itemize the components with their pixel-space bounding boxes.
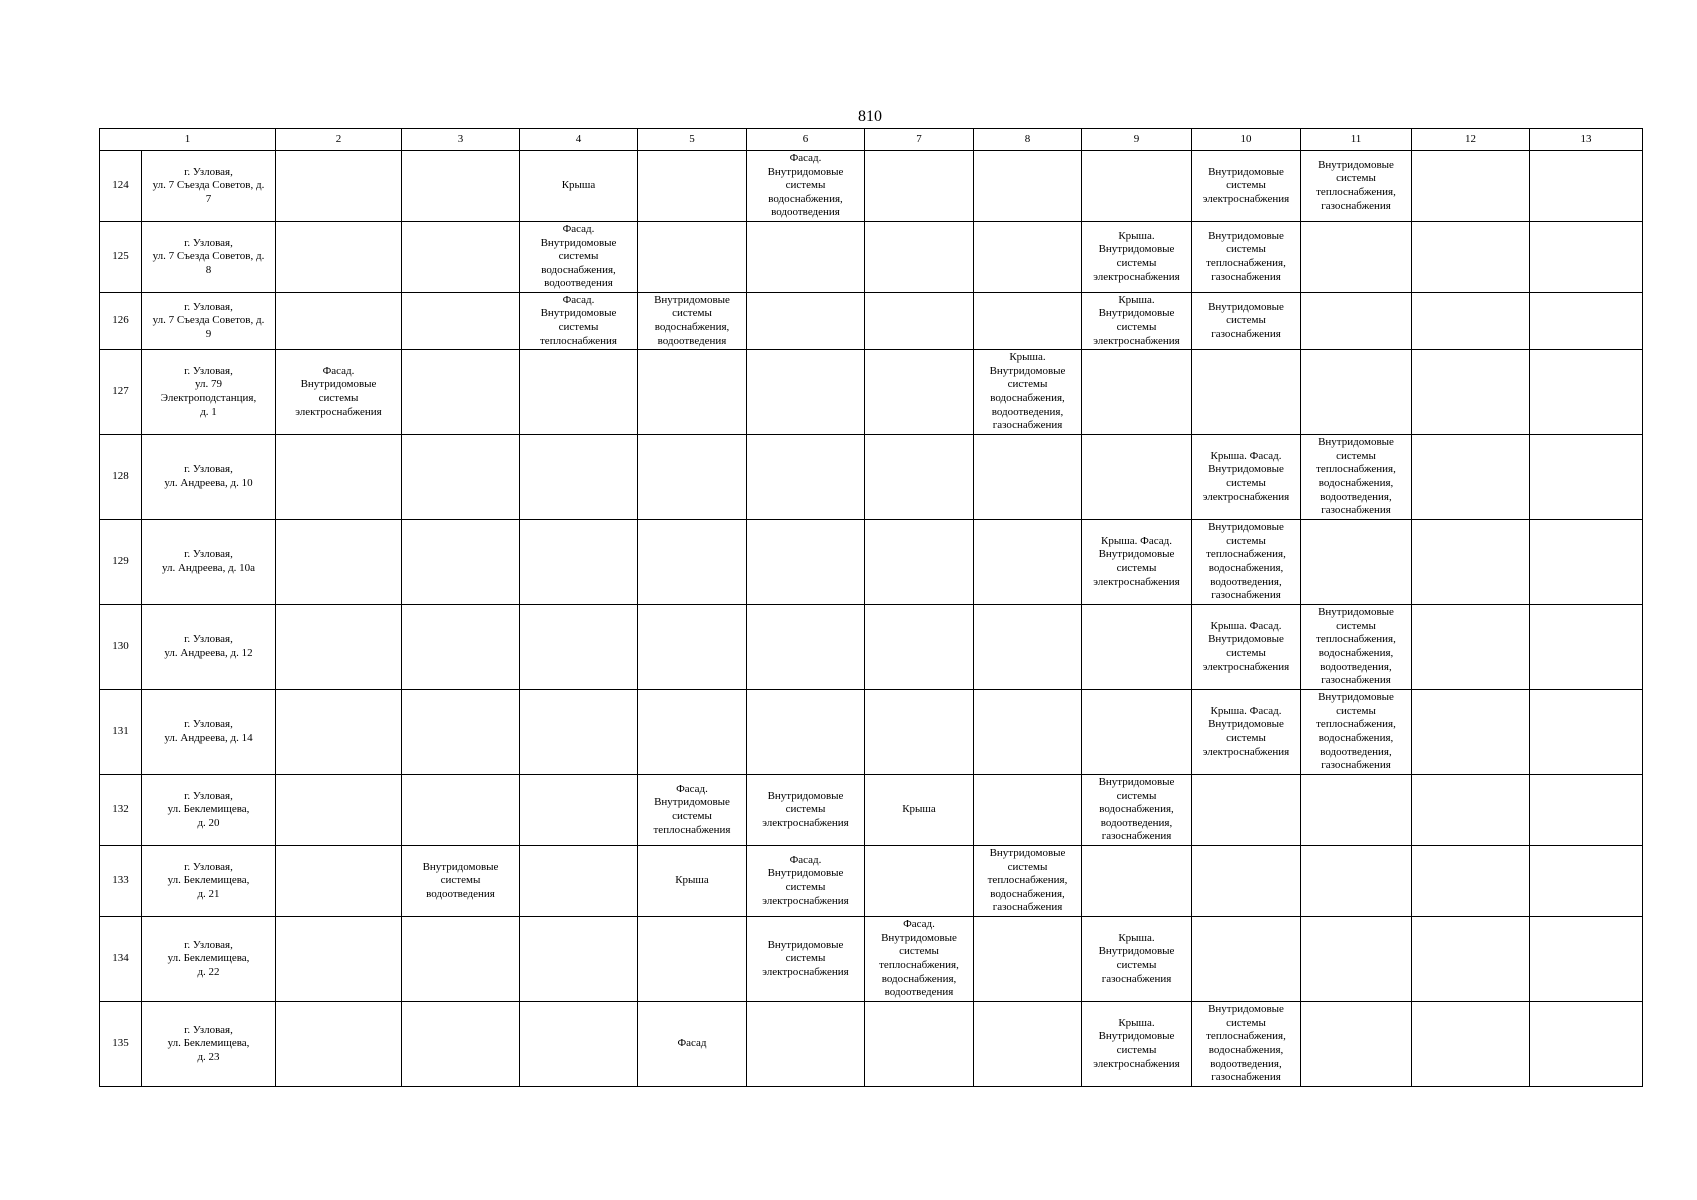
column-number-cell: 13 bbox=[1530, 129, 1643, 151]
work-type-cell bbox=[747, 222, 865, 293]
work-type-cell: Фасад bbox=[638, 1002, 747, 1087]
work-type-cell bbox=[1530, 775, 1643, 846]
work-type-cell bbox=[974, 690, 1082, 775]
work-type-cell bbox=[1301, 775, 1412, 846]
work-type-cell bbox=[865, 293, 974, 350]
column-number-cell: 7 bbox=[865, 129, 974, 151]
work-type-cell bbox=[520, 605, 638, 690]
work-type-cell bbox=[1530, 1002, 1643, 1087]
work-type-cell bbox=[638, 350, 747, 435]
work-type-cell: Фасад. Внутридомовые системы водоснабжения, водоотведения bbox=[520, 222, 638, 293]
work-type-cell: Внутридомовые системы теплоснабжения, газоснабжения bbox=[1301, 151, 1412, 222]
repair-schedule-table bbox=[99, 128, 1643, 1087]
column-number-cell: 3 bbox=[402, 129, 520, 151]
work-type-cell bbox=[974, 222, 1082, 293]
row-number-cell: 132 bbox=[100, 775, 142, 846]
work-type-cell bbox=[1082, 690, 1192, 775]
work-type-cell bbox=[638, 917, 747, 1002]
row-number-cell: 126 bbox=[100, 293, 142, 350]
address-cell: г. Узловая, ул. Андреева, д. 10а bbox=[142, 520, 276, 605]
table-row bbox=[100, 151, 1643, 222]
work-type-cell bbox=[1412, 350, 1530, 435]
work-type-cell bbox=[1530, 846, 1643, 917]
work-type-cell bbox=[747, 605, 865, 690]
table-row bbox=[100, 435, 1643, 520]
work-type-cell bbox=[638, 690, 747, 775]
column-number-header-row bbox=[100, 129, 1643, 151]
work-type-cell bbox=[865, 435, 974, 520]
work-type-cell bbox=[1082, 350, 1192, 435]
address-cell: г. Узловая, ул. 7 Съезда Советов, д. 7 bbox=[142, 151, 276, 222]
row-number-cell: 129 bbox=[100, 520, 142, 605]
address-cell: г. Узловая, ул. 7 Съезда Советов, д. 9 bbox=[142, 293, 276, 350]
work-type-cell: Внутридомовые системы теплоснабжения, водоснабжения, водоотведения, газоснабжения bbox=[1192, 1002, 1301, 1087]
work-type-cell bbox=[638, 151, 747, 222]
work-type-cell: Крыша. Внутридомовые системы электроснабжения bbox=[1082, 293, 1192, 350]
work-type-cell bbox=[402, 690, 520, 775]
work-type-cell bbox=[638, 520, 747, 605]
work-type-cell: Крыша. Внутридомовые системы газоснабжения bbox=[1082, 917, 1192, 1002]
work-type-cell: Фасад. Внутридомовые системы электроснабжения bbox=[747, 846, 865, 917]
work-type-cell bbox=[276, 917, 402, 1002]
work-type-cell: Фасад. Внутридомовые системы теплоснабжения bbox=[638, 775, 747, 846]
work-type-cell: Фасад. Внутридомовые системы теплоснабжения, водоснабжения, водоотведения bbox=[865, 917, 974, 1002]
work-type-cell: Внутридомовые системы теплоснабжения, водоснабжения, водоотведения, газоснабжения bbox=[1301, 690, 1412, 775]
work-type-cell bbox=[1530, 151, 1643, 222]
work-type-cell bbox=[276, 690, 402, 775]
work-type-cell bbox=[1412, 605, 1530, 690]
work-type-cell bbox=[747, 293, 865, 350]
table-row bbox=[100, 520, 1643, 605]
row-number-cell: 131 bbox=[100, 690, 142, 775]
work-type-cell bbox=[638, 605, 747, 690]
work-type-cell bbox=[974, 293, 1082, 350]
row-number-cell: 130 bbox=[100, 605, 142, 690]
work-type-cell: Крыша. Внутридомовые системы водоснабжения, водоотведения, газоснабжения bbox=[974, 350, 1082, 435]
column-number-cell: 6 bbox=[747, 129, 865, 151]
table-row bbox=[100, 605, 1643, 690]
work-type-cell bbox=[276, 520, 402, 605]
address-cell: г. Узловая, ул. Беклемищева, д. 23 bbox=[142, 1002, 276, 1087]
work-type-cell bbox=[402, 605, 520, 690]
work-type-cell bbox=[747, 435, 865, 520]
work-type-cell: Внутридомовые системы водоотведения bbox=[402, 846, 520, 917]
work-type-cell bbox=[1192, 350, 1301, 435]
work-type-cell bbox=[1530, 605, 1643, 690]
work-type-cell bbox=[974, 520, 1082, 605]
work-type-cell: Крыша. Фасад. Внутридомовые системы электроснабжения bbox=[1192, 605, 1301, 690]
table-row bbox=[100, 222, 1643, 293]
column-number-cell: 5 bbox=[638, 129, 747, 151]
work-type-cell bbox=[865, 350, 974, 435]
work-type-cell bbox=[747, 520, 865, 605]
table-row bbox=[100, 350, 1643, 435]
work-type-cell bbox=[747, 690, 865, 775]
address-cell: г. Узловая, ул. Беклемищева, д. 21 bbox=[142, 846, 276, 917]
column-number-cell: 12 bbox=[1412, 129, 1530, 151]
table-row bbox=[100, 690, 1643, 775]
work-type-cell: Внутридомовые системы газоснабжения bbox=[1192, 293, 1301, 350]
work-type-cell bbox=[865, 605, 974, 690]
work-type-cell bbox=[1530, 917, 1643, 1002]
work-type-cell bbox=[402, 222, 520, 293]
work-type-cell: Внутридомовые системы теплоснабжения, водоснабжения, водоотведения, газоснабжения bbox=[1192, 520, 1301, 605]
work-type-cell bbox=[1530, 435, 1643, 520]
column-number-cell: 1 bbox=[100, 129, 276, 151]
address-cell: г. Узловая, ул. Андреева, д. 14 bbox=[142, 690, 276, 775]
work-type-cell bbox=[974, 435, 1082, 520]
work-type-cell bbox=[865, 222, 974, 293]
work-type-cell bbox=[402, 350, 520, 435]
work-type-cell bbox=[1412, 151, 1530, 222]
work-type-cell bbox=[1082, 846, 1192, 917]
work-type-cell bbox=[974, 151, 1082, 222]
column-number-cell: 9 bbox=[1082, 129, 1192, 151]
address-cell: г. Узловая, ул. 79 Электроподстанция, д. 1 bbox=[142, 350, 276, 435]
work-type-cell bbox=[638, 435, 747, 520]
work-type-cell bbox=[1412, 775, 1530, 846]
column-number-cell: 11 bbox=[1301, 129, 1412, 151]
work-type-cell bbox=[865, 520, 974, 605]
column-number-cell: 4 bbox=[520, 129, 638, 151]
work-type-cell: Крыша. Фасад. Внутридомовые системы электроснабжения bbox=[1192, 690, 1301, 775]
work-type-cell bbox=[402, 917, 520, 1002]
table-row bbox=[100, 1002, 1643, 1087]
row-number-cell: 128 bbox=[100, 435, 142, 520]
work-type-cell bbox=[402, 775, 520, 846]
work-type-cell: Внутридомовые системы водоснабжения, водоотведения, газоснабжения bbox=[1082, 775, 1192, 846]
row-number-cell: 124 bbox=[100, 151, 142, 222]
row-number-cell: 125 bbox=[100, 222, 142, 293]
work-type-cell: Фасад. Внутридомовые системы теплоснабжения bbox=[520, 293, 638, 350]
work-type-cell: Внутридомовые системы теплоснабжения, водоснабжения, водоотведения, газоснабжения bbox=[1301, 435, 1412, 520]
work-type-cell bbox=[1082, 151, 1192, 222]
column-number-cell: 2 bbox=[276, 129, 402, 151]
work-type-cell bbox=[276, 151, 402, 222]
work-type-cell bbox=[1412, 846, 1530, 917]
work-type-cell bbox=[638, 222, 747, 293]
work-type-cell: Внутридомовые системы электроснабжения bbox=[747, 917, 865, 1002]
work-type-cell bbox=[974, 917, 1082, 1002]
work-type-cell: Крыша. Фасад. Внутридомовые системы электроснабжения bbox=[1082, 520, 1192, 605]
work-type-cell bbox=[1530, 293, 1643, 350]
work-type-cell: Внутридомовые системы теплоснабжения, водоснабжения, газоснабжения bbox=[974, 846, 1082, 917]
work-type-cell bbox=[865, 690, 974, 775]
work-type-cell bbox=[1412, 520, 1530, 605]
work-type-cell bbox=[520, 846, 638, 917]
address-cell: г. Узловая, ул. Беклемищева, д. 22 bbox=[142, 917, 276, 1002]
work-type-cell: Внутридомовые системы электроснабжения bbox=[1192, 151, 1301, 222]
work-type-cell bbox=[1301, 350, 1412, 435]
work-type-cell: Крыша bbox=[638, 846, 747, 917]
table-row bbox=[100, 917, 1643, 1002]
work-type-cell: Крыша bbox=[865, 775, 974, 846]
work-type-cell bbox=[276, 222, 402, 293]
work-type-cell bbox=[747, 1002, 865, 1087]
work-type-cell bbox=[402, 520, 520, 605]
address-cell: г. Узловая, ул. Андреева, д. 12 bbox=[142, 605, 276, 690]
work-type-cell bbox=[1301, 917, 1412, 1002]
work-type-cell: Внутридомовые системы водоснабжения, водоотведения bbox=[638, 293, 747, 350]
work-type-cell bbox=[1530, 350, 1643, 435]
work-type-cell: Внутридомовые системы электроснабжения bbox=[747, 775, 865, 846]
work-type-cell bbox=[1192, 775, 1301, 846]
work-type-cell bbox=[276, 293, 402, 350]
work-type-cell: Фасад. Внутридомовые системы водоснабжения, водоотведения bbox=[747, 151, 865, 222]
work-type-cell bbox=[276, 435, 402, 520]
address-cell: г. Узловая, ул. 7 Съезда Советов, д. 8 bbox=[142, 222, 276, 293]
row-number-cell: 133 bbox=[100, 846, 142, 917]
work-type-cell bbox=[974, 1002, 1082, 1087]
column-number-cell: 10 bbox=[1192, 129, 1301, 151]
work-type-cell bbox=[1192, 917, 1301, 1002]
row-number-cell: 134 bbox=[100, 917, 142, 1002]
work-type-cell bbox=[402, 293, 520, 350]
work-type-cell bbox=[520, 917, 638, 1002]
work-type-cell bbox=[1530, 690, 1643, 775]
work-type-cell bbox=[1301, 293, 1412, 350]
work-type-cell bbox=[1412, 435, 1530, 520]
work-type-cell bbox=[865, 151, 974, 222]
work-type-cell bbox=[520, 1002, 638, 1087]
row-number-cell: 127 bbox=[100, 350, 142, 435]
work-type-cell bbox=[1412, 293, 1530, 350]
address-cell: г. Узловая, ул. Беклемищева, д. 20 bbox=[142, 775, 276, 846]
page-number: 810 bbox=[858, 108, 882, 125]
work-type-cell bbox=[1412, 222, 1530, 293]
work-type-cell bbox=[1301, 520, 1412, 605]
work-type-cell bbox=[402, 151, 520, 222]
work-type-cell bbox=[865, 1002, 974, 1087]
work-type-cell bbox=[1412, 917, 1530, 1002]
work-type-cell bbox=[276, 775, 402, 846]
table-row bbox=[100, 775, 1643, 846]
work-type-cell bbox=[520, 690, 638, 775]
work-type-cell: Крыша bbox=[520, 151, 638, 222]
work-type-cell: Внутридомовые системы теплоснабжения, водоснабжения, водоотведения, газоснабжения bbox=[1301, 605, 1412, 690]
work-type-cell bbox=[520, 350, 638, 435]
work-type-cell bbox=[1530, 520, 1643, 605]
work-type-cell: Крыша. Фасад. Внутридомовые системы электроснабжения bbox=[1192, 435, 1301, 520]
work-type-cell bbox=[1301, 1002, 1412, 1087]
work-type-cell bbox=[1082, 435, 1192, 520]
work-type-cell bbox=[865, 846, 974, 917]
work-type-cell bbox=[402, 1002, 520, 1087]
work-type-cell: Крыша. Внутридомовые системы электроснабжения bbox=[1082, 222, 1192, 293]
work-type-cell bbox=[1192, 846, 1301, 917]
work-type-cell bbox=[520, 775, 638, 846]
work-type-cell bbox=[276, 1002, 402, 1087]
work-type-cell bbox=[1082, 605, 1192, 690]
table-row bbox=[100, 846, 1643, 917]
work-type-cell bbox=[1412, 690, 1530, 775]
column-number-cell: 8 bbox=[974, 129, 1082, 151]
work-type-cell bbox=[1530, 222, 1643, 293]
work-type-cell: Внутридомовые системы теплоснабжения, газоснабжения bbox=[1192, 222, 1301, 293]
work-type-cell bbox=[974, 775, 1082, 846]
work-type-cell bbox=[974, 605, 1082, 690]
work-type-cell bbox=[747, 350, 865, 435]
work-type-cell bbox=[520, 520, 638, 605]
table-row bbox=[100, 293, 1643, 350]
work-type-cell bbox=[520, 435, 638, 520]
work-type-cell bbox=[1412, 1002, 1530, 1087]
work-type-cell bbox=[276, 846, 402, 917]
work-type-cell bbox=[1301, 846, 1412, 917]
work-type-cell: Крыша. Внутридомовые системы электроснабжения bbox=[1082, 1002, 1192, 1087]
address-cell: г. Узловая, ул. Андреева, д. 10 bbox=[142, 435, 276, 520]
work-type-cell: Фасад. Внутридомовые системы электроснабжения bbox=[276, 350, 402, 435]
work-type-cell bbox=[402, 435, 520, 520]
work-type-cell bbox=[276, 605, 402, 690]
row-number-cell: 135 bbox=[100, 1002, 142, 1087]
work-type-cell bbox=[1301, 222, 1412, 293]
